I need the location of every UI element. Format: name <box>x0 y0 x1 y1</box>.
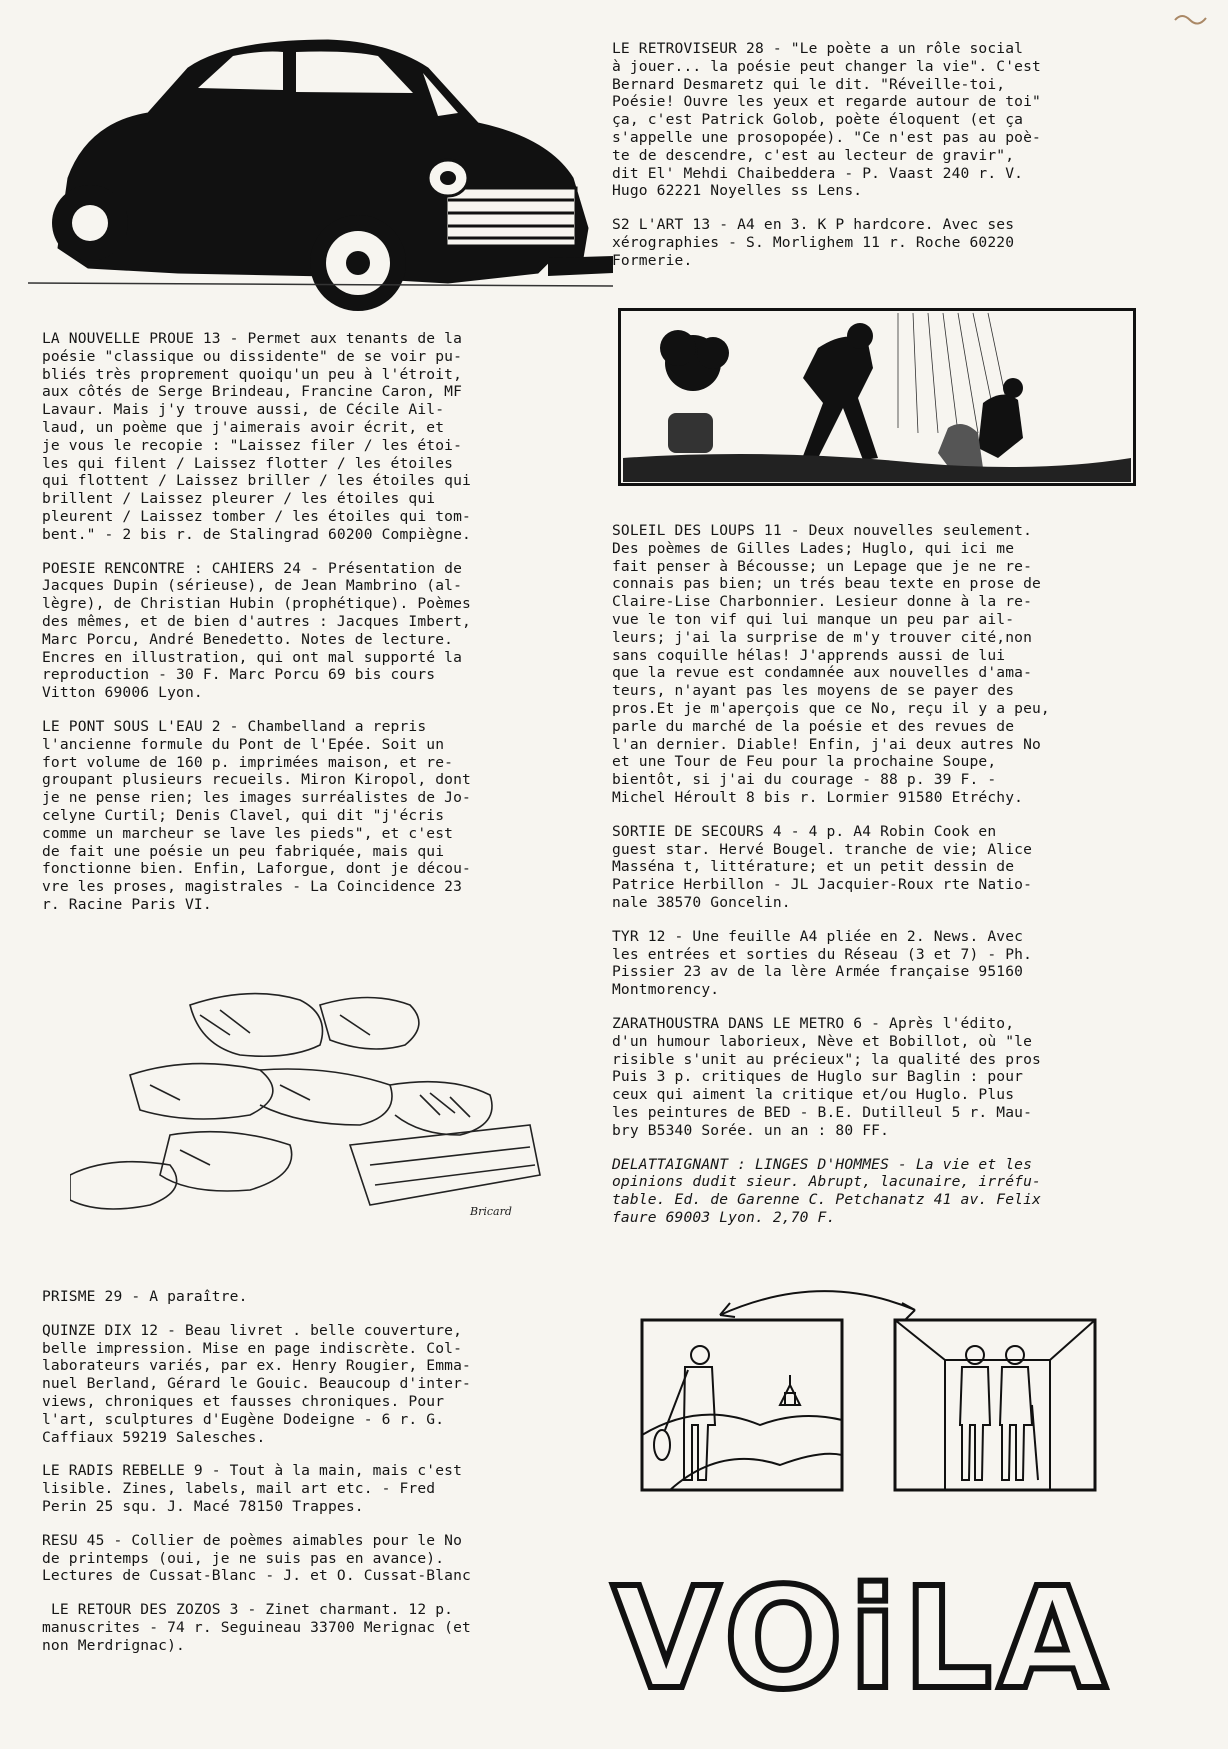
review-entry: LE RADIS REBELLE 9 - Tout à la main, mais c'est lisible. Zines, labels, mail art etc. - Fred Perin 25 squ. J. Macé 78150 Trappes. <box>42 1462 463 1515</box>
review-entry: POESIE RENCONTRE : CAHIERS 24 - Présentation de Jacques Dupin (sérieuse), de Jean Mambrino (al- lègre), de Christian Hubin (prophétique). Poèmes des mêmes, et de bien d'autres : Jacques Imbert, Marc Porcu, André Benedetto. Notes de lecture. Encres en illustration, qui ont mal supporté la reproduction - 30 F. Marc Porcu 69 bis cours Vitton 69006 Lyon. <box>42 559 471 702</box>
review-entry: SORTIE DE SECOURS 4 - 4 p. A4 Robin Cook en guest star. Hervé Bougel. tranche de vie; Alice Masséna t, littérature; et un petit dessin de Patrice Herbillon - JL Jacquier-Roux rte Natio- nale 38570 Goncelin. <box>612 822 1033 911</box>
review-entry: LE RETROVISEUR 28 - "Le poète a un rôle social à jouer... la poésie peut changer la vie". C'est Bernard Desmaretz qui le dit. "Réveille-toi, Poésie! Ouvre les yeux et regarde autour de toi" ça, c'est Patrick Golob, poète éloquent (et ça s'appelle une prosopopée). "Ce n'est pas au poè- te de descendre, c'est au lecteur de gravir", dit El' Mehdi Chaibeddera - P. Vaast 240 r. V. Hugo 62221 Noyelles ss Lens. <box>612 40 1041 200</box>
review-entry: LE RETOUR DES ZOZOS 3 - Zinet charmant. 12 p. manuscrites - 74 r. Seguineau 33700 Merignac (et non Merdrignac). <box>42 1601 471 1654</box>
right-column-top <box>612 40 1172 286</box>
corner-mark-icon <box>1172 10 1212 32</box>
left-column-lower <box>42 1288 582 1671</box>
engraving-illustration <box>618 308 1136 486</box>
review-entry: RESU 45 - Collier de poèmes aimables pour le No de printemps (oui, je ne suis pas en avance). Lectures de Cussat-Blanc - J. et O. Cussat-Blanc <box>42 1531 471 1585</box>
car-illustration <box>28 28 613 318</box>
voila-logo: VOiLA <box>612 1558 1113 1721</box>
left-column-upper <box>42 330 582 930</box>
rubble-illustration <box>70 975 550 1225</box>
review-entry: DELATTAIGNANT : LINGES D'HOMMES - La vie et les opinions dudit sieur. Abrupt, lacunaire, irréfu- table. Ed. de Garenne C. Petchanatz 41 av. Felix faure 69003 Lyon. 2,70 F. <box>612 1155 1041 1226</box>
review-entry: TYR 12 - Une feuille A4 pliée en 2. News. Avec les entrées et sorties du Réseau (3 et 7) - Ph. Pissier 23 av de la lère Armée française 95160 Montmorency. <box>612 927 1033 999</box>
review-entry: ZARATHOUSTRA DANS LE METRO 6 - Après l'édito, d'un humour laborieux, Nève et Bobillot, où "le risible s'unit au précieux"; la qualité des pros Puis 3 p. critiques de Huglo sur Baglin : pour ceux qui aiment la critique et/ou Huglo. Plus les peintures de BED - B.E. Dutilleul 5 r. Mau- bry B5340 Sorée. un an : 80 FF. <box>612 1014 1041 1139</box>
two-panel-cartoon <box>640 1275 1100 1495</box>
review-entry: PRISME 29 - A paraître. <box>42 1288 248 1305</box>
right-column-middle <box>612 522 1172 1243</box>
review-entry: LE PONT SOUS L'EAU 2 - Chambelland a repris l'ancienne formule du Pont de l'Epée. Soit un fort volume de 160 p. imprimées maison, et re- groupant plusieurs recueils. Miron Kiropol, dont je ne pense rien; les images surréalistes de Jo- celyne Curtil; Denis Clavel, qui dit "j'écris comme un marcheur se lave les pieds", et c'est de fait une poésie un peu fabriquée, mais qui fonctionne bien. Enfin, Laforgue, dont je décou- vre les proses, magistrales - La Coincidence 23 r. Racine Paris VI. <box>42 717 471 913</box>
review-entry: SOLEIL DES LOUPS 11 - Deux nouvelles seulement. Des poèmes de Gilles Lades; Huglo, qui ici me fait penser à Bécousse; un Lepage que je ne re- connais pas bien; un trés beau texte en prose de Claire-Lise Charbonnier. Lesieur donne à la re- vue le ton vif qui lui manque un peu par ail- leurs; j'ai la surprise de m'y trouver cité,non sans coquille hélas! J'apprends aussi de lui que la revue est condamnée aux nouvelles d'ama- teurs, n'ayant pas les moyens de se payer des pros.Et je m'aperçois que ce No, reçu il y a peu, parle du marché de la poésie et des revues de l'an dernier. Diable! Enfin, j'ai deux autres No et une Tour de Feu pour la prochaine Soupe, bientôt, si j'ai du courage - 88 p. 39 F. - Michel Héroult 8 bis r. Lormier 91580 Etréchy. <box>612 522 1050 806</box>
review-entry: LA NOUVELLE PROUE 13 - Permet aux tenants de la poésie "classique ou dissidente" de se voir pu- bliés très proprement quoiqu'un peu à l'étroit, aux côtés de Serge Brindeau, Francine Caron, MF Lavaur. Mais j'y trouve aussi, de Cécile Ail- laud, un poème que j'aimerais avoir écrit, et je vous le recopie : "Laissez filer / les étoi- les qui filent / Laissez flotter / les étoiles qui flottent / Laissez briller / les étoiles qui brillent / Laissez pleurer / les étoiles qui pleurent / Laissez tomber / les étoiles qui tom- bent." - 2 bis r. de Stalingrad 60200 Compiègne. <box>42 330 471 543</box>
review-entry: S2 L'ART 13 - A4 en 3. K P hardcore. Avec ses xérographies - S. Morlighem 11 r. Roche 60220 Formerie. <box>612 216 1015 269</box>
artist-signature: Bricard <box>470 1205 512 1218</box>
review-entry: QUINZE DIX 12 - Beau livret . belle couverture, belle impression. Mise en page indiscrète. Col- laborateurs variés, par ex. Henry Rougier, Emma- nuel Berland, Gérard le Gouic. Beaucoup d'inter- views, chroniques et fausses chroniques. Pour l'art, sculptures d'Eugène Dodeigne - 6 r. G. Caffiaux 59219 Salesches. <box>42 1321 471 1446</box>
